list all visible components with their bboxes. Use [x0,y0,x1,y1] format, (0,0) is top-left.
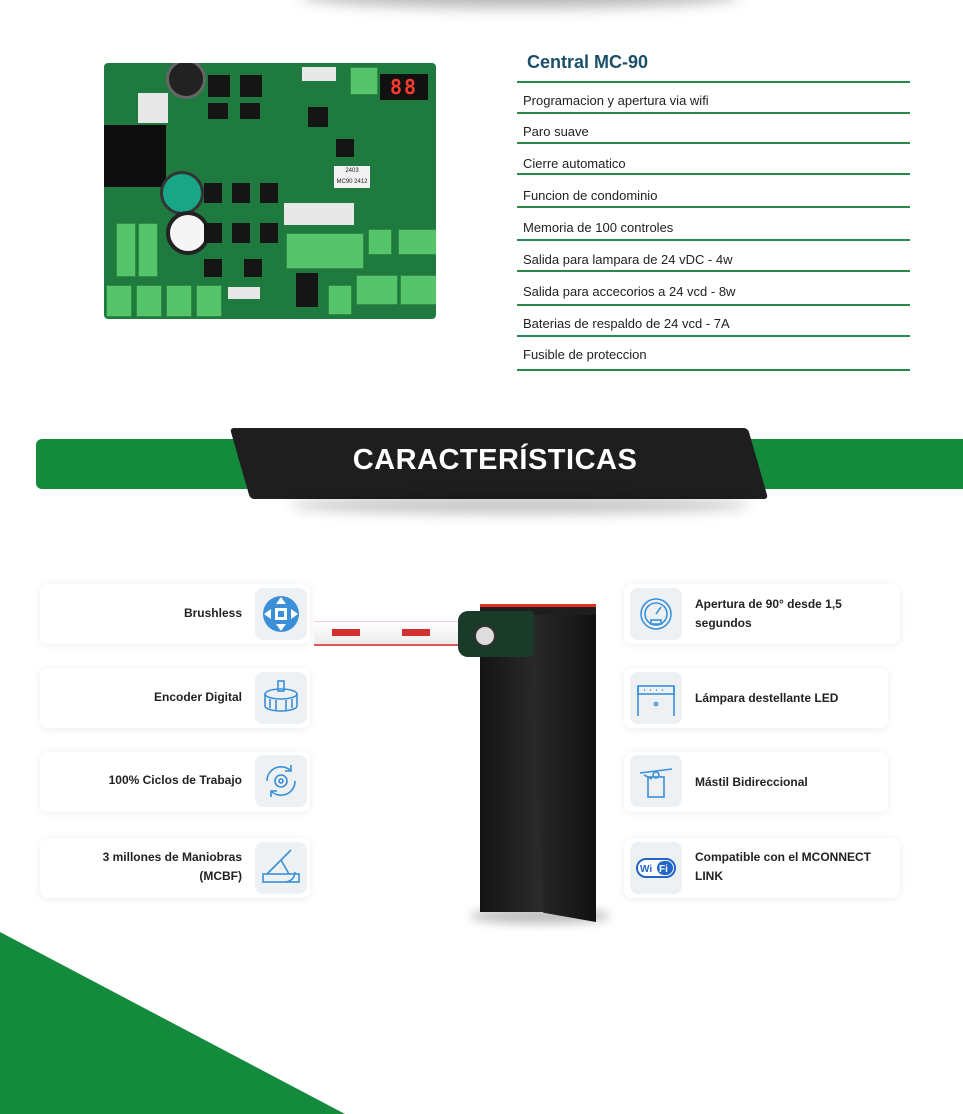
spec-item: Funcion de condominio [523,188,658,203]
arm-logo-decal [402,629,430,636]
board-capacitor [166,63,206,99]
board-fuse-holder [296,273,318,307]
wifi-icon-text-wi: Wi [640,864,653,875]
wifi-icon-text-fi: Fi [659,864,668,875]
board-capacitor [160,171,204,215]
brushless-motor-icon [255,588,307,640]
spec-item: Salida para lampara de 24 vDC - 4w [523,252,733,267]
feature-label-line: LINK [695,869,723,883]
board-mosfet [232,183,250,203]
board-mosfet [244,259,262,277]
board-sticker [334,166,370,188]
duty-cycle-gear-icon [255,755,307,807]
board-terminal-block [286,233,364,269]
board-terminal [328,285,352,315]
board-mosfet [260,183,278,203]
spec-divider [517,369,910,371]
feature-label: 100% Ciclos de Trabajo [108,773,242,787]
spec-divider [517,270,910,272]
barrier-arm [314,621,474,646]
board-heatsink [104,125,166,187]
board-terminal [356,275,398,305]
feature-label [695,595,895,633]
spec-divider [517,335,910,337]
feature-label: Encoder Digital [153,690,242,704]
board-mosfet [204,223,222,243]
spec-divider [517,112,910,114]
spec-item: Paro suave [523,124,589,139]
board-terminal [350,67,378,95]
feature-label-line: (MCBF) [199,869,242,883]
board-terminal [136,285,162,317]
board-connector [302,67,336,81]
feature-label [695,848,900,886]
board-connector [228,287,260,299]
spec-divider [517,173,910,175]
board-mosfet [260,223,278,243]
feature-label: Brushless [183,606,242,620]
board-chip [240,103,260,119]
spec-divider [517,304,910,306]
feature-label-line: Apertura de 90° desde 1,5 [695,597,842,611]
top-section-shadow [300,0,740,8]
feature-label-line: 3 millones de Maniobras [102,850,242,864]
spec-item: Salida para accecorios a 24 vcd - 8w [523,284,736,299]
board-relay [138,93,168,123]
board-connector [284,203,354,225]
board-sticker-line: 2403 [345,168,359,174]
barrier-maneuver-icon [255,842,307,894]
banner-shadow [290,496,750,514]
product-title: Central MC-90 [527,52,649,72]
feature-label-line: segundos [695,616,752,630]
speedometer-icon [630,588,682,640]
board-terminal [400,275,436,305]
spec-divider [517,239,910,241]
feature-label-line: Compatible con el MCONNECT [695,850,872,864]
spec-item: Programacion y apertura via wifi [523,93,709,108]
spec-divider [517,81,910,83]
board-terminal [398,229,436,255]
arm-logo-decal [332,629,360,636]
board-terminal [116,223,136,277]
board-terminal [196,285,222,317]
wifi-icon [630,842,682,894]
board-mosfet [232,223,250,243]
spec-divider [517,142,910,144]
board-chip [240,75,262,97]
feature-label [40,848,242,886]
section-title: CARACTERÍSTICAS [352,444,638,476]
barrier-motor-cap [474,625,496,647]
board-chip [208,75,230,97]
bidirectional-mast-icon [630,755,682,807]
board-seven-segment-display: 88 [380,74,428,100]
decorative-green-corner [0,932,345,1114]
board-terminal [368,229,392,255]
board-terminal [138,223,158,277]
spec-item: Memoria de 100 controles [523,220,674,235]
spec-item: Fusible de proteccion [523,347,647,362]
board-terminal [106,285,132,317]
board-sticker-line: MC90 2412 [336,179,368,185]
feature-label: Mástil Bidireccional [695,775,808,789]
led-lamp-icon [630,672,682,724]
feature-label: Lámpara destellante LED [695,691,839,705]
spec-item: Baterias de respaldo de 24 vcd - 7A [523,316,730,331]
board-mosfet [204,259,222,277]
board-chip [336,139,354,157]
control-board-image [104,63,436,319]
spec-item: Cierre automatico [523,156,626,171]
barrier-motor-housing [458,611,534,657]
board-chip [308,107,328,127]
encoder-icon [255,672,307,724]
board-chip [208,103,228,119]
board-mosfet [204,183,222,203]
board-terminal [166,285,192,317]
spec-divider [517,206,910,208]
